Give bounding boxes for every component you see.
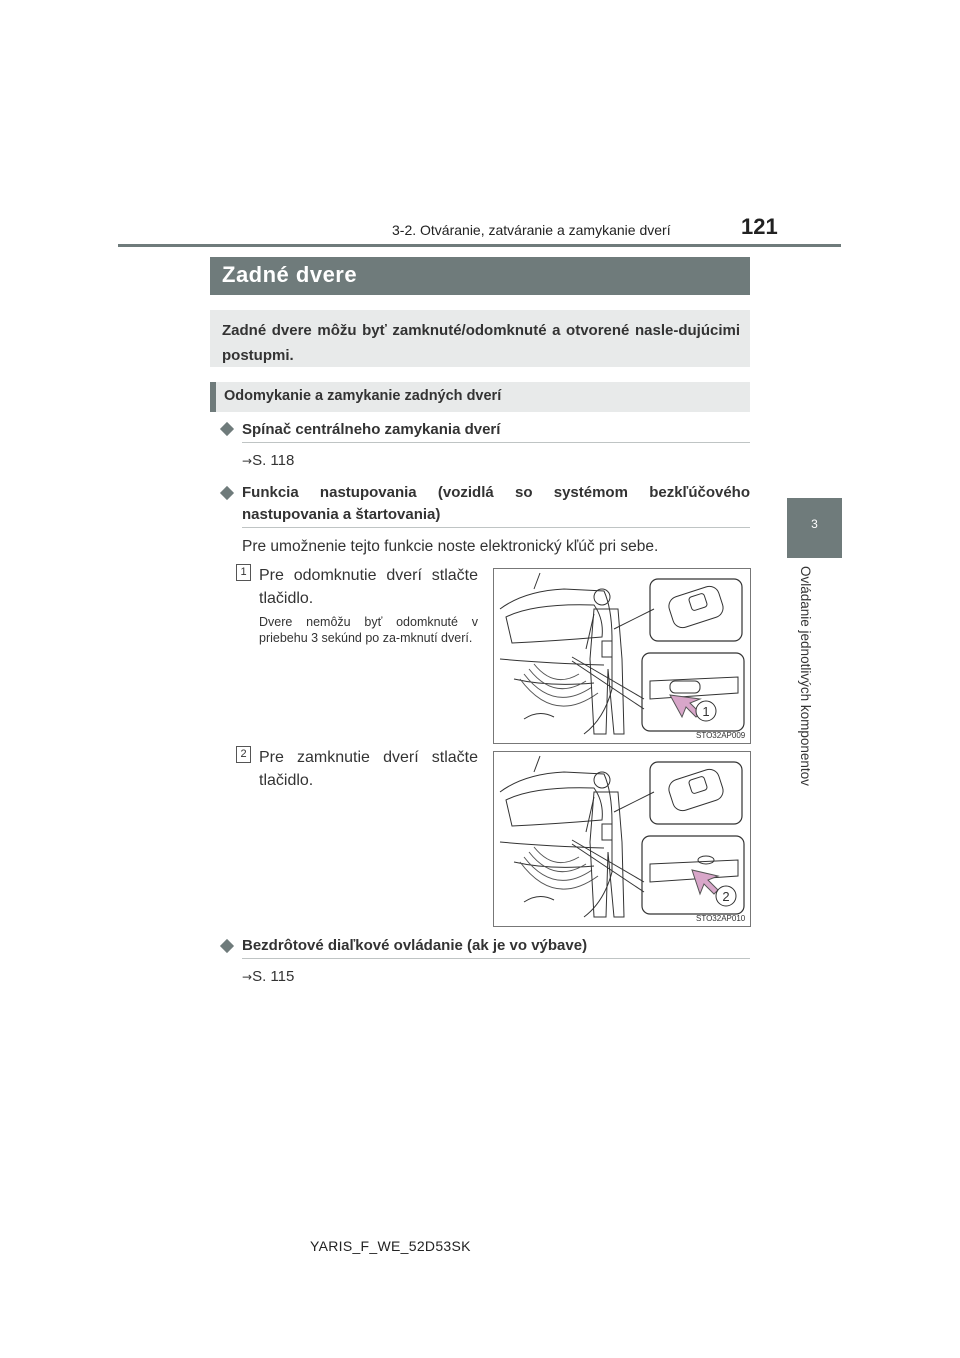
item-rule xyxy=(242,527,750,528)
page-number: 121 xyxy=(741,214,778,239)
figure-unlock-illustration xyxy=(493,568,751,744)
lock-illustration xyxy=(494,752,750,926)
diamond-bullet-icon xyxy=(220,486,234,500)
item-heading-central-locking: Spínač centrálneho zamykania dverí xyxy=(242,421,501,438)
figure-1-callout: 1 xyxy=(702,704,710,719)
intro-text: Zadné dvere môžu byť zamknuté/odomknuté a otvorené nasle-dujúcimi postupmi. xyxy=(222,322,740,364)
chapter-number: 3 xyxy=(811,517,818,531)
reference-text: S. 115 xyxy=(252,968,295,985)
page-reference xyxy=(242,452,294,469)
subsection-heading: Odomykanie a zamykanie zadných dverí xyxy=(224,388,502,404)
item-rule xyxy=(242,958,750,959)
step-1-note: Dvere nemôžu byť odomknuté v priebehu 3 sekúnd po za-mknutí dverí. xyxy=(259,615,478,645)
step-number-2: 2 xyxy=(236,746,251,763)
item-heading-smart-entry-line1: Funkcia nastupovania (vozidlá so systémom bezkľúčového xyxy=(242,484,750,501)
running-header-section: 3-2. Otváranie, zatváranie a zamykanie dverí xyxy=(392,222,671,238)
chapter-title: Ovládanie jednotlivých komponentov xyxy=(798,566,813,786)
diamond-bullet-icon xyxy=(220,939,234,953)
unlock-illustration xyxy=(494,569,750,743)
subsection-stripe xyxy=(210,382,216,412)
page-title: Zadné dvere xyxy=(222,262,358,287)
diamond-bullet-icon xyxy=(220,422,234,436)
arrow-right-icon: → xyxy=(242,970,253,984)
item-heading-remote-control: Bezdrôtové diaľkové ovládanie (ak je vo výbave) xyxy=(242,937,588,954)
figure-code: STO32AP009 xyxy=(696,731,746,740)
item-heading-smart-entry-line2: nastupovania a štartovania) xyxy=(242,506,441,523)
reference-text: S. 118 xyxy=(252,452,295,469)
item-body-text: Pre umožnenie tejto funkcie noste elektronický kľúč pri sebe. xyxy=(242,538,659,555)
document-code-footer: YARIS_F_WE_52D53SK xyxy=(310,1238,471,1254)
figure-2-callout: 2 xyxy=(722,889,730,904)
step-number-1: 1 xyxy=(236,564,251,581)
arrow-right-icon: → xyxy=(242,454,253,468)
figure-code: STO32AP010 xyxy=(696,914,746,923)
page-reference xyxy=(242,968,294,985)
header-rule xyxy=(118,244,841,247)
step-2-text: Pre zamknutie dverí stlačte tlačidlo. xyxy=(259,749,478,789)
step-1-text: Pre odomknutie dverí stlačte tlačidlo. xyxy=(259,567,478,607)
figure-lock-illustration xyxy=(493,751,751,927)
item-rule xyxy=(242,442,750,443)
